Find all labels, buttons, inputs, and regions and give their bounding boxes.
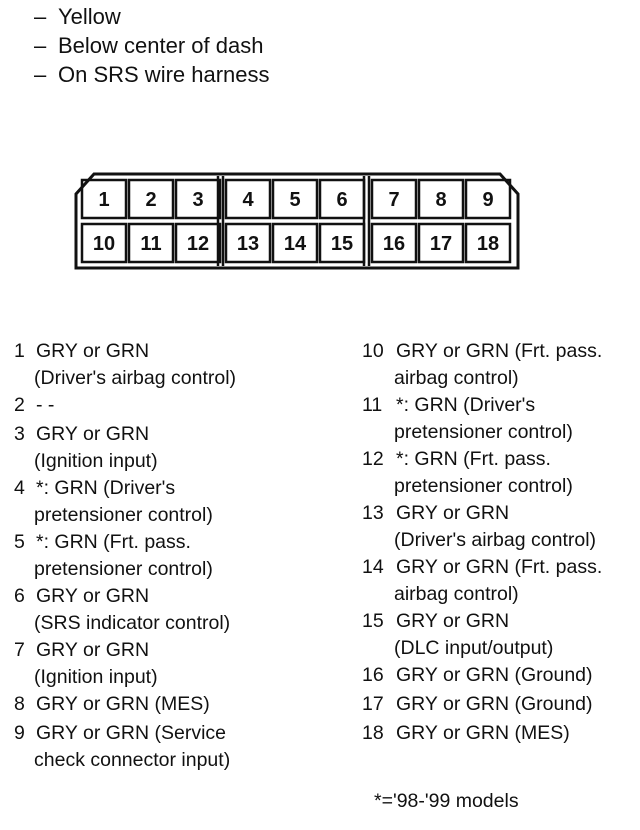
pin-number: 7 [14,639,25,661]
pin-number: 5 [14,531,25,553]
pin-label-1: 1 [98,189,110,211]
pin-label-6: 6 [336,189,348,211]
pin-description-line: GRY or GRN (MES) [36,693,210,715]
pin-label-8: 8 [435,189,447,211]
pin-label-3: 3 [192,189,204,211]
pin-description-line: pretensioner control) [394,421,573,443]
pin-label-18: 18 [476,233,500,255]
pin-description-line: GRY or GRN [36,423,150,445]
pin-description-line: GRY or GRN [396,610,510,632]
pin-description-line: GRY or GRN [396,502,510,524]
pin-label-15: 15 [330,233,354,255]
pin-description-line: (Ignition input) [34,666,158,688]
pin-description-line: GRY or GRN [36,639,150,661]
note-harness: – On SRS wire harness [34,62,270,87]
srs-connector-diagram [74,172,524,272]
pin-number: 18 [362,722,384,744]
note-color: – Yellow [34,4,121,29]
pin-description-line: airbag control) [394,367,519,389]
pin-label-12: 12 [186,233,210,255]
pin-description-line: GRY or GRN (Service [36,722,226,744]
location-notes [34,2,270,89]
pin-description-line: check connector input) [34,749,231,771]
pin-number: 15 [362,610,384,632]
pin-number: 3 [14,423,25,445]
pin-label-7: 7 [388,189,400,211]
pin-description-line: pretensioner control) [34,504,213,526]
pin-label-17: 17 [429,233,453,255]
pin-description-line: GRY or GRN (Frt. pass. [396,556,603,578]
pin-description-line: *: GRN (Frt. pass. [396,448,551,470]
pin-description-line: GRY or GRN (Ground) [396,664,593,686]
pin-description-line: airbag control) [394,583,519,605]
pin-description-line: (SRS indicator control) [34,612,231,634]
pin-label-13: 13 [236,233,260,255]
pin-description-line: *: GRN (Driver's [36,477,176,499]
pin-label-10: 10 [92,233,116,255]
pin-description-line: (Driver's airbag control) [34,367,237,389]
pin-number: 2 [14,394,25,416]
pin-description-line: GRY or GRN (Ground) [396,693,593,715]
pin-description-line: GRY or GRN (MES) [396,722,570,744]
pin-number: 1 [14,340,25,362]
pin-number: 12 [362,448,384,470]
pin-label-4: 4 [242,189,254,211]
pin-description-line: pretensioner control) [394,475,573,497]
pin-description-line: (Driver's airbag control) [394,529,597,551]
pin-number: 11 [362,394,383,416]
pin-number: 8 [14,693,25,715]
pin-description-line: - - [36,394,55,416]
pin-label-14: 14 [283,233,307,255]
pin-number: 10 [362,340,384,362]
pin-description-line: (DLC input/output) [394,637,554,659]
pin-description-line: *: GRN (Frt. pass. [36,531,191,553]
pin-label-5: 5 [289,189,301,211]
pin-number: 6 [14,585,25,607]
pin-number: 14 [362,556,384,578]
pin-description-line: (Ignition input) [34,450,158,472]
note-location: – Below center of dash [34,33,264,58]
pin-description-line: GRY or GRN [36,585,150,607]
pin-label-11: 11 [140,233,162,255]
pin-number: 4 [14,477,25,499]
pin-number: 16 [362,664,384,686]
pin-number: 17 [362,693,384,715]
pin-description-line: pretensioner control) [34,558,213,580]
pin-description-line: GRY or GRN [36,340,150,362]
pin-number: 13 [362,502,384,524]
pin-number: 9 [14,722,25,744]
pin-label-2: 2 [145,189,157,211]
pin-label-16: 16 [382,233,406,255]
pin-label-9: 9 [482,189,494,211]
pin-description-line: GRY or GRN (Frt. pass. [396,340,603,362]
pin-description-line: *: GRN (Driver's [396,394,536,416]
footnote: *='98-'99 models [374,790,519,812]
